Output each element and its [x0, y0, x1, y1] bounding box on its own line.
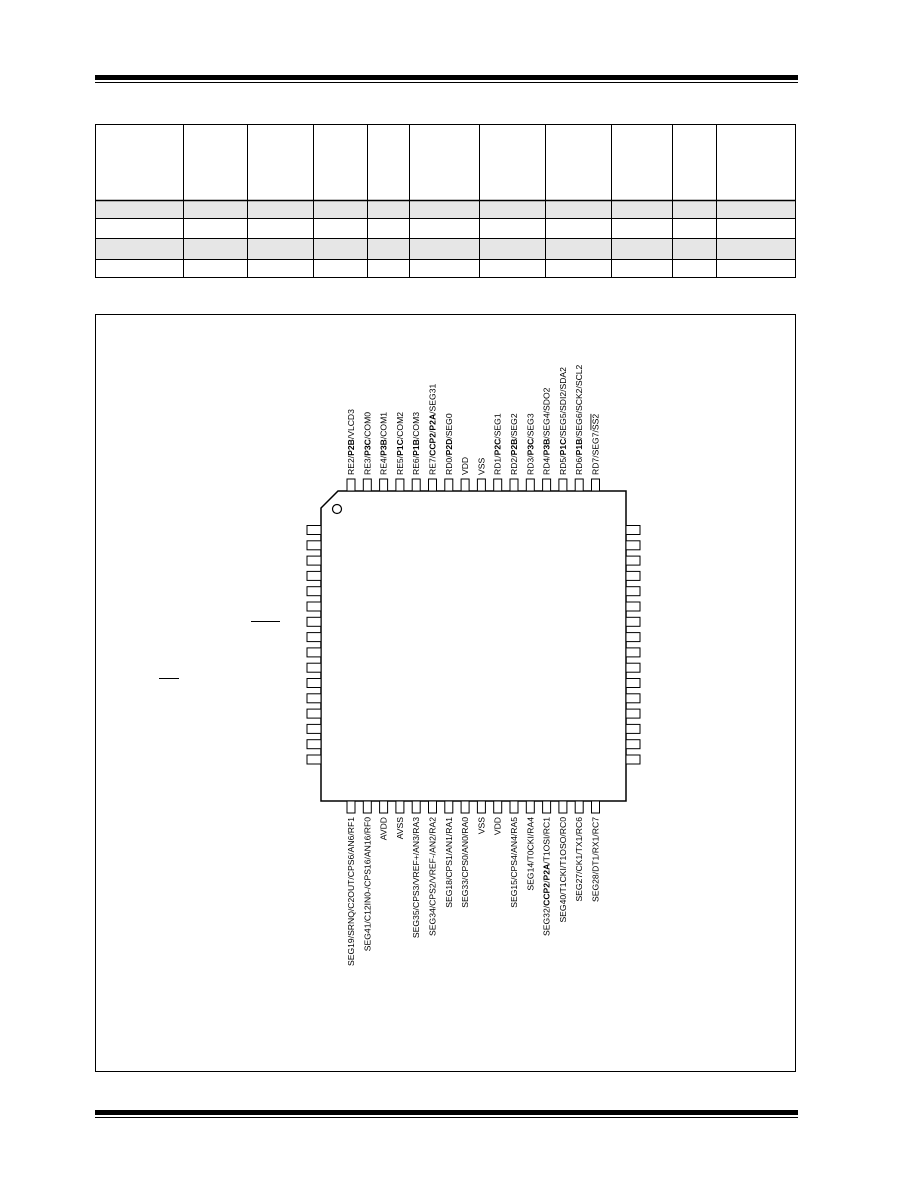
- right-pin: [626, 556, 640, 565]
- pin-diagram: [96, 315, 797, 1073]
- pin-label-part: P1C: [557, 438, 568, 456]
- pin-label-rd4: [542, 387, 552, 475]
- pin-label-rd2: [509, 413, 519, 475]
- bottom-pin: [363, 801, 371, 813]
- pin-label-part: RD1/: [492, 455, 503, 475]
- pin-label-rc1: [542, 817, 552, 936]
- pin-label-part: P2C: [492, 438, 503, 456]
- pin-label-part: SEG35/CPS3/VREF+/AN3/RA3: [411, 817, 422, 939]
- left-pin: [307, 602, 321, 611]
- pin-label-re3: [362, 412, 372, 475]
- table-row-shade: [95, 201, 796, 218]
- bottom-pin: [396, 801, 404, 813]
- pin-label-part: /: [427, 430, 438, 433]
- pin-label-avdd: [379, 817, 389, 840]
- pin-label-part: P2A: [541, 863, 552, 881]
- pin-label-rc0: [558, 817, 568, 923]
- top-pin: [543, 479, 551, 491]
- right-pin: [626, 694, 640, 703]
- pin-label-part: P3B: [378, 439, 389, 456]
- pin-label-part: P1B: [574, 438, 585, 456]
- left-pin: [307, 617, 321, 626]
- left-pin: [307, 679, 321, 688]
- pin-label-part: P2B: [346, 439, 356, 456]
- top-pin: [396, 479, 404, 491]
- pin-label-rd7: [591, 414, 601, 475]
- pin-label-part: /SEG2: [509, 413, 519, 439]
- bottom-pin: [477, 801, 485, 813]
- pin-label-part: P2B: [509, 438, 519, 456]
- pin-label-part: P2A: [427, 413, 438, 431]
- left-pin: [307, 526, 321, 535]
- top-pin: [575, 479, 583, 491]
- pin-label-part: SEG15/CPS4/AN4/RA5: [509, 817, 519, 908]
- pin-label-part: SEG18/CPS1/AN1/RA1: [443, 817, 454, 908]
- pin-label-part: /COM3: [411, 411, 422, 440]
- bottom-pin: [461, 801, 469, 813]
- top-pin: [412, 479, 420, 491]
- left-pin: [307, 724, 321, 733]
- left-pin: [307, 587, 321, 596]
- left-pin: [307, 740, 321, 749]
- pin-label-part: P1B: [411, 439, 422, 456]
- pin-label-avss: [395, 817, 405, 840]
- top-pin: [429, 479, 437, 491]
- table-row-shade: [95, 239, 796, 259]
- left-pin: [307, 633, 321, 642]
- right-pin: [626, 587, 640, 596]
- pin-label-ra3: [411, 817, 421, 938]
- pin-label-part: RE4/: [378, 455, 389, 475]
- pin-label-re2: [346, 409, 356, 475]
- pin-label-part: /COM1: [378, 411, 389, 440]
- left-pin: [307, 694, 321, 703]
- pin-label-part: SEG41/C12IN0-/CPS16/AN16/RF0: [362, 817, 373, 952]
- bottom-pin: [559, 801, 567, 813]
- top-pin: [445, 479, 453, 491]
- pin-label-part: RE3/: [362, 455, 373, 475]
- right-pin-column: [626, 526, 640, 765]
- pin-label-re7: [428, 384, 438, 475]
- overbar-marks: [159, 622, 280, 679]
- left-pin-column: [307, 526, 321, 765]
- allocation-table: [95, 124, 796, 278]
- pin-label-part: /VLCD3: [346, 409, 356, 440]
- right-pin: [626, 679, 640, 688]
- pin-label-ra4: [525, 817, 535, 891]
- pin-label-ra5: [509, 817, 519, 908]
- top-pin: [347, 479, 355, 491]
- pin-label-part: RE2/: [346, 455, 356, 475]
- pin-label-part: /SEG0: [443, 413, 454, 439]
- right-pin: [626, 571, 640, 580]
- right-pin: [626, 740, 640, 749]
- bottom-pin: [380, 801, 388, 813]
- bottom-pin: [510, 801, 518, 813]
- bottom-pin: [412, 801, 420, 813]
- pin-label-part: /: [541, 880, 552, 883]
- pin-label-part: RD7/SEG7/: [590, 430, 601, 475]
- left-pin: [307, 709, 321, 718]
- pin-label-part: /SEG5/SDI2/SDA2: [557, 367, 568, 439]
- pin-label-part: /COM2: [394, 411, 405, 440]
- top-pin: [592, 479, 600, 491]
- pin-label-part: RD3/: [525, 455, 536, 475]
- chip-body: [321, 491, 626, 801]
- top-pin-row: [346, 364, 601, 491]
- pin-label-part: P2D: [443, 438, 454, 456]
- pin-label-re4: [379, 412, 389, 475]
- bottom-pin: [429, 801, 437, 813]
- pin-label-part: RD0/: [443, 455, 454, 475]
- pin-label-part: RD6/: [574, 455, 585, 475]
- pin-label-ra1: [444, 817, 454, 908]
- right-pin: [626, 602, 640, 611]
- pin-label-rd0: [444, 413, 454, 475]
- pin-label-part: /SEG4/SDO2: [541, 387, 552, 439]
- pin-label-part: RE6/: [411, 455, 422, 475]
- pin-label-part: SEG34/CPS2/VREF-/AN2/RA2: [427, 817, 438, 936]
- right-pin: [626, 617, 640, 626]
- pin-label-part: RD4/: [541, 455, 552, 475]
- pin-label-part: VDD: [492, 817, 503, 836]
- top-pin: [477, 479, 485, 491]
- pin-label-part: SEG19/SRNQ/C2OUT/CPS6/AN6/RF1: [346, 817, 356, 967]
- pin-label-ra2: [428, 817, 438, 936]
- pin-label-ra0: [460, 817, 470, 908]
- left-pin: [307, 571, 321, 580]
- pin-label-part: SEG33/CPS0/AN0/RA0: [460, 817, 471, 908]
- right-pin: [626, 755, 640, 764]
- header-rule-thick: [95, 75, 798, 80]
- pin-label-part: SEG40/T1CKI/T1OSO/RC0: [557, 817, 568, 923]
- pin-label-part: SS2: [590, 413, 601, 431]
- pin-label-part: SEG14/T0CKI/RA4: [525, 817, 536, 891]
- pin-label-rd1: [493, 413, 503, 475]
- pin-label-part: RE5/: [394, 455, 405, 475]
- pin-label-rd5: [558, 367, 568, 475]
- top-pin: [494, 479, 502, 491]
- pin-label-vss1: [476, 458, 486, 475]
- pin-label-part: /COM0: [362, 411, 373, 440]
- bottom-pin-row: [346, 801, 601, 966]
- pin-label-part: CCP2: [427, 432, 438, 456]
- pin-label-part: VSS: [476, 817, 487, 835]
- top-pin: [363, 479, 371, 491]
- left-pin: [307, 541, 321, 550]
- pin-label-vdd1: [460, 457, 470, 475]
- right-pin: [626, 663, 640, 672]
- pin-label-part: RD2/: [509, 455, 519, 475]
- header-rule-thin: [95, 82, 798, 83]
- pin-label-part: /SEG6/SCK2/SCL2: [574, 364, 585, 439]
- pin-label-part: CCP2: [541, 882, 552, 906]
- pin-label-part: P1C: [394, 439, 405, 456]
- pin-label-part: /SEG3: [525, 413, 536, 439]
- pin-label-part: AVSS: [394, 817, 405, 840]
- left-pin: [307, 755, 321, 764]
- pin-label-re6: [411, 412, 421, 475]
- left-pin: [307, 648, 321, 657]
- top-pin: [461, 479, 469, 491]
- pin-label-part: RE7/: [427, 455, 438, 475]
- pin-label-part: SEG28/DT1/RX1/RC7: [590, 817, 601, 903]
- pin-label-part: P3C: [362, 439, 373, 456]
- bottom-pin: [575, 801, 583, 813]
- pin-label-part: RD5/: [557, 455, 568, 475]
- top-pin: [510, 479, 518, 491]
- pin-label-part: VSS: [476, 457, 487, 475]
- footer-rule-thin: [95, 1117, 798, 1118]
- pin-label-rd6: [574, 364, 584, 475]
- pin-label-part: P3B: [541, 438, 552, 456]
- pin-label-part: SEG32/: [541, 905, 552, 936]
- right-pin: [626, 648, 640, 657]
- pin-label-part: /T1OSI/RC1: [541, 817, 552, 864]
- bottom-pin: [526, 801, 534, 813]
- right-pin: [626, 724, 640, 733]
- top-pin: [526, 479, 534, 491]
- bottom-pin: [592, 801, 600, 813]
- bottom-pin: [445, 801, 453, 813]
- allocation-table-grid: [95, 124, 796, 278]
- bottom-pin: [543, 801, 551, 813]
- pin-diagram-figure: [95, 314, 796, 1072]
- chip-package: [321, 491, 626, 801]
- pin-label-part: SEG27/CK1/TX1/RC6: [574, 817, 585, 902]
- pin-label-re5: [395, 412, 405, 475]
- left-pin: [307, 663, 321, 672]
- right-pin: [626, 709, 640, 718]
- top-pin: [559, 479, 567, 491]
- pin-label-part: AVDD: [378, 817, 389, 841]
- right-pin: [626, 541, 640, 550]
- pin-label-part: /SEG1: [492, 413, 503, 439]
- pin-label-rc6: [574, 817, 584, 902]
- right-pin: [626, 526, 640, 535]
- pin-label-rd3: [525, 413, 535, 475]
- left-pin: [307, 556, 321, 565]
- pin-label-rf1: [346, 817, 356, 966]
- bottom-pin: [347, 801, 355, 813]
- pin-label-rc7: [591, 817, 601, 902]
- pin-label-rf0: [362, 817, 372, 951]
- pin-label-part: P3C: [525, 438, 536, 456]
- pin-label-part: VDD: [460, 456, 471, 475]
- footer-rule-thick: [95, 1110, 798, 1115]
- pin-label-vss2: [476, 817, 486, 834]
- pin-label-vdd2: [493, 817, 503, 835]
- top-pin: [380, 479, 388, 491]
- pin-label-part: /SEG31: [427, 383, 438, 414]
- right-pin: [626, 633, 640, 642]
- bottom-pin: [494, 801, 502, 813]
